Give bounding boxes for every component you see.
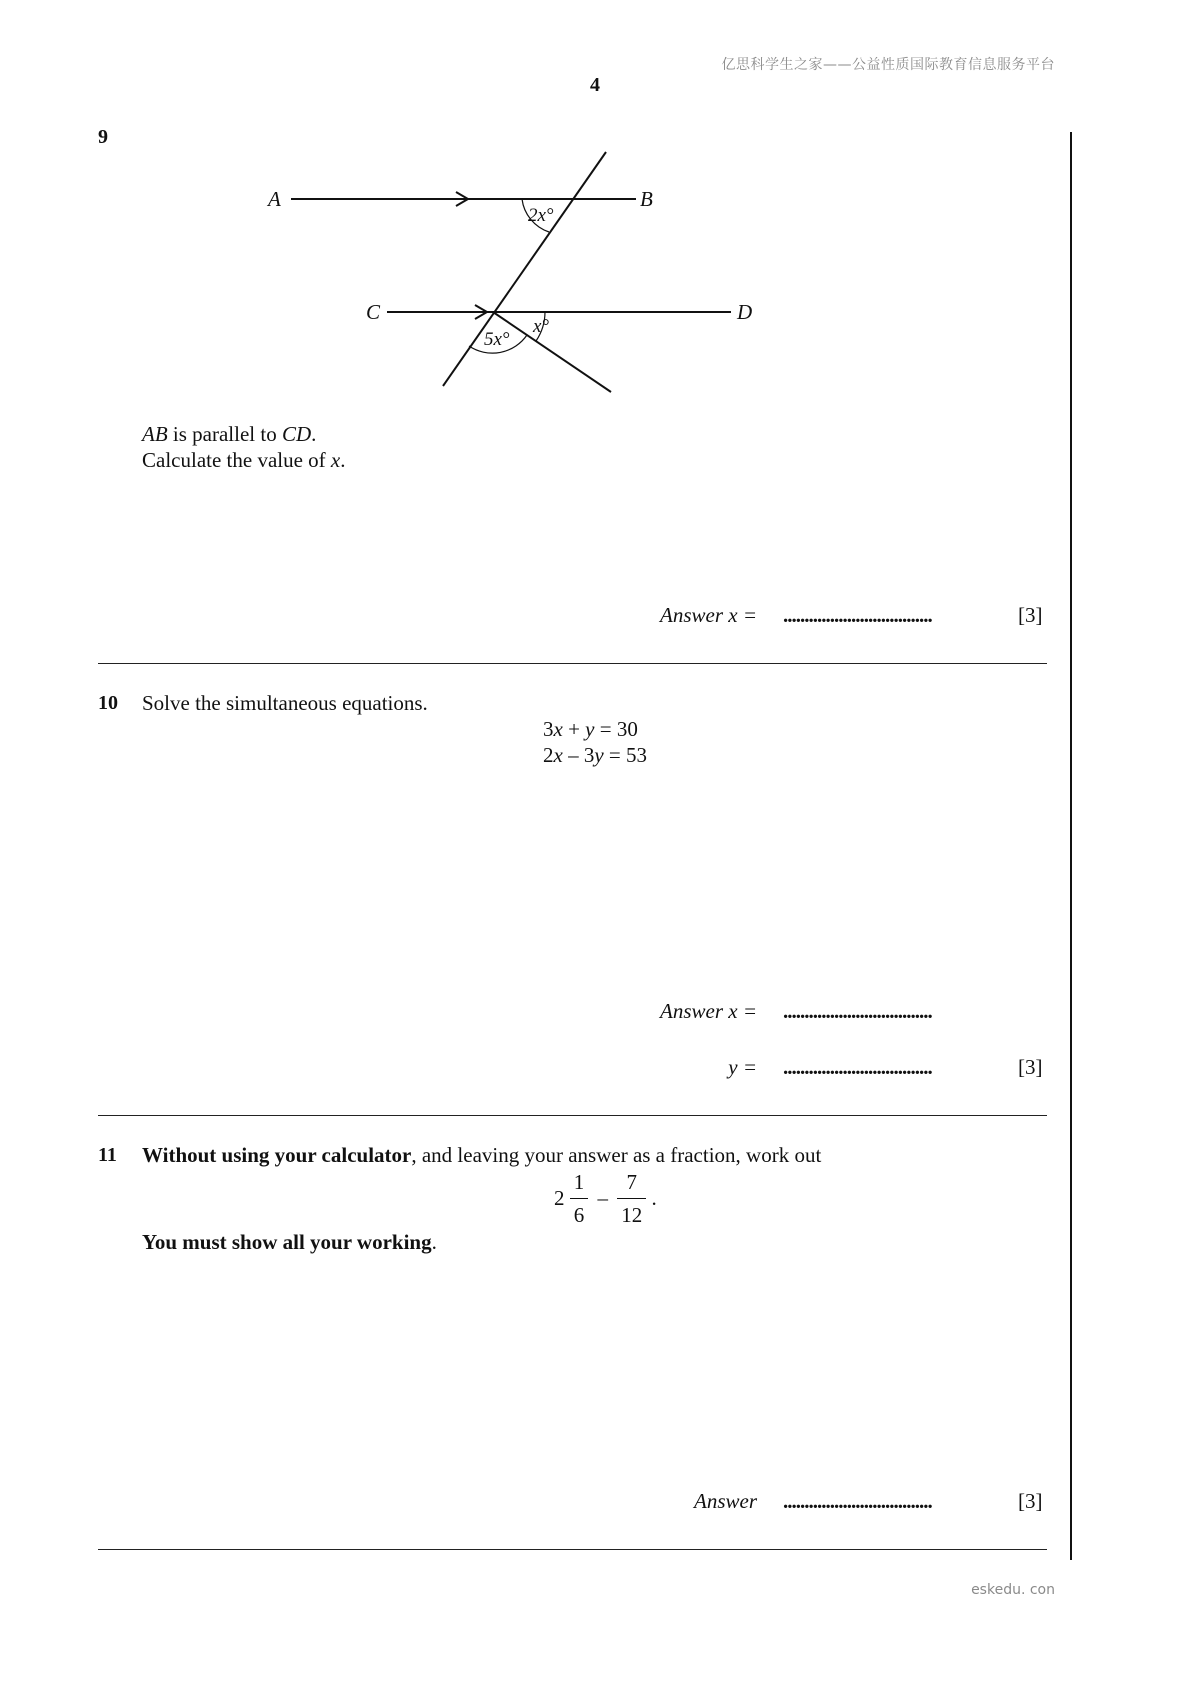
q10-answer-line-x[interactable]: ...................................: [783, 999, 932, 1023]
q11-divider: [98, 1549, 1047, 1550]
q10-equation-1: 3x + y = 30: [543, 717, 638, 741]
q11-expression: [554, 1169, 657, 1228]
q9-instruction: Calculate the value of x.: [142, 448, 346, 472]
angle-label-right: x°: [533, 316, 550, 337]
whole-number: 2: [554, 1186, 565, 1210]
q10-answer-line-y[interactable]: ...................................: [783, 1055, 932, 1079]
q9-divider: [98, 663, 1047, 664]
q11-marks: [3]: [1018, 1489, 1043, 1513]
q11-number: 11: [98, 1144, 117, 1166]
q10-divider: [98, 1115, 1047, 1116]
q11-prompt: Without using your calculator, and leaving your answer as a fraction, work out: [142, 1143, 822, 1167]
footer-watermark: eskedu. con: [971, 1582, 1055, 1598]
q9-diagram: [0, 0, 1190, 420]
q9-number: 9: [98, 126, 108, 148]
q10-equation-2: 2x – 3y = 53: [543, 743, 647, 767]
angle-label-top: 2x°: [528, 205, 554, 226]
q10-answer-label-y: y =: [728, 1055, 757, 1079]
q9-answer-label: Answer x =: [660, 603, 757, 627]
q9-marks: [3]: [1018, 603, 1043, 627]
q10-answer-label-x: Answer x =: [660, 999, 757, 1023]
header-watermark: 亿思科学生之家——公益性质国际教育信息服务平台: [721, 57, 1055, 73]
q10-prompt: Solve the simultaneous equations.: [142, 691, 428, 715]
q11-answer-label: Answer: [694, 1489, 757, 1513]
q9-statement: AB is parallel to CD.: [142, 422, 317, 446]
angle-label-left: 5x°: [484, 329, 510, 350]
minus-sign: –: [597, 1186, 608, 1210]
q11-answer-line[interactable]: ...................................: [783, 1489, 932, 1513]
label-d: D: [737, 300, 753, 324]
label-b: B: [640, 187, 653, 211]
label-c: C: [366, 300, 381, 324]
fraction-2: $\frac{7}{12}$: [617, 1169, 646, 1228]
q10-marks: [3]: [1018, 1055, 1043, 1079]
page-number: 4: [590, 74, 600, 96]
transversal-line: [443, 152, 606, 386]
fraction-1: $\frac{1}{6}$: [570, 1169, 589, 1228]
label-a: A: [268, 187, 281, 211]
q10-number: 10: [98, 692, 118, 714]
q9-answer-line[interactable]: ...................................: [783, 603, 932, 627]
diagonal-line: [493, 312, 611, 392]
expression-end: .: [651, 1186, 657, 1210]
q11-working-note: You must show all your working.: [142, 1230, 437, 1254]
